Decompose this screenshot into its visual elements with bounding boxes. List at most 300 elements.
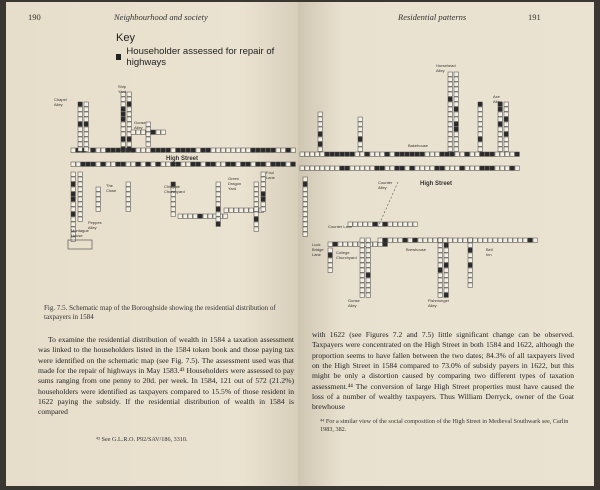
household-cell: [328, 258, 332, 262]
taxpayer-cell: [318, 132, 322, 136]
taxpayer-cell: [136, 162, 140, 166]
household-cell: [454, 77, 458, 81]
household-cell: [78, 137, 82, 141]
household-cell: [366, 268, 370, 272]
household-cell: [448, 122, 452, 126]
taxpayer-cell: [454, 127, 458, 131]
household-cell: [358, 142, 362, 146]
household-cell: [216, 202, 220, 206]
taxpayer-cell: [291, 162, 295, 166]
household-cell: [360, 243, 364, 247]
taxpayer-cell: [151, 148, 155, 152]
household-cell: [201, 162, 205, 166]
household-cell: [84, 137, 88, 141]
taxpayer-cell: [366, 273, 370, 277]
household-cell: [96, 192, 100, 196]
household-cell: [171, 212, 175, 216]
household-cell: [310, 152, 314, 156]
household-cell: [335, 166, 339, 170]
household-cell: [454, 142, 458, 146]
taxpayer-cell: [186, 148, 190, 152]
household-cell: [188, 214, 192, 218]
household-cell: [454, 137, 458, 141]
taxpayer-cell: [266, 148, 270, 152]
household-cell: [126, 197, 130, 201]
taxpayer-cell: [286, 148, 290, 152]
household-cell: [121, 122, 125, 126]
household-cell: [84, 112, 88, 116]
household-cell: [325, 166, 329, 170]
household-cell: [508, 238, 512, 242]
household-cell: [468, 238, 472, 242]
household-cell: [78, 112, 82, 116]
household-cell: [418, 238, 422, 242]
taxpayer-cell: [176, 148, 180, 152]
household-cell: [423, 238, 427, 242]
household-cell: [127, 127, 131, 131]
household-cell: [475, 152, 479, 156]
household-cell: [365, 166, 369, 170]
household-cell: [261, 177, 265, 181]
household-cell: [318, 137, 322, 141]
taxpayer-cell: [403, 238, 407, 242]
taxpayer-cell: [71, 192, 75, 196]
household-cell: [473, 238, 477, 242]
household-cell: [475, 166, 479, 170]
household-cell: [310, 166, 314, 170]
household-cell: [303, 197, 307, 201]
taxpayer-cell: [340, 166, 344, 170]
map-label: Alley: [54, 102, 63, 107]
map-label: Alley: [88, 225, 97, 230]
household-cell: [454, 112, 458, 116]
household-cell: [171, 207, 175, 211]
taxpayer-cell: [121, 147, 125, 151]
taxpayer-cell: [318, 142, 322, 146]
household-cell: [71, 148, 75, 152]
taxpayer-cell: [454, 107, 458, 111]
household-cell: [127, 97, 131, 101]
household-cell: [498, 238, 502, 242]
household-cell: [438, 258, 442, 262]
household-cell: [136, 148, 140, 152]
taxpayer-cell: [335, 152, 339, 156]
taxpayer-cell: [490, 166, 494, 170]
household-cell: [375, 152, 379, 156]
taxpayer-cell: [460, 166, 464, 170]
taxpayer-cell: [400, 166, 404, 170]
taxpayer-cell: [231, 162, 235, 166]
household-cell: [171, 148, 175, 152]
household-cell: [465, 166, 469, 170]
taxpayer-cell: [156, 162, 160, 166]
household-cell: [398, 222, 402, 226]
household-cell: [84, 117, 88, 121]
taxpayer-cell: [131, 148, 135, 152]
household-cell: [360, 268, 364, 272]
household-cell: [448, 147, 452, 151]
taxpayer-cell: [271, 162, 275, 166]
household-cell: [448, 132, 452, 136]
household-cell: [498, 147, 502, 151]
household-cell: [468, 253, 472, 257]
household-cell: [231, 148, 235, 152]
household-cell: [495, 166, 499, 170]
household-cell: [126, 162, 130, 166]
household-cell: [388, 222, 392, 226]
household-cell: [224, 208, 228, 212]
household-cell: [96, 202, 100, 206]
household-cell: [454, 132, 458, 136]
taxpayer-cell: [444, 263, 448, 267]
household-cell: [470, 152, 474, 156]
household-cell: [366, 248, 370, 252]
household-cell: [498, 132, 502, 136]
figure-caption: Fig. 7.5. Schematic map of the Boroughside showing the residential distribution of taxpayers in 1584: [44, 304, 276, 322]
household-cell: [96, 162, 100, 166]
household-cell: [358, 222, 362, 226]
household-cell: [454, 87, 458, 91]
household-cell: [254, 182, 258, 186]
household-cell: [84, 127, 88, 131]
body-text-left: [38, 335, 294, 418]
taxpayer-cell: [181, 148, 185, 152]
taxpayer-cell: [440, 152, 444, 156]
taxpayer-cell: [480, 152, 484, 156]
household-cell: [171, 197, 175, 201]
taxpayer-cell: [171, 162, 175, 166]
household-cell: [318, 117, 322, 121]
taxpayer-cell: [176, 162, 180, 166]
household-cell: [251, 162, 255, 166]
household-cell: [131, 162, 135, 166]
household-cell: [208, 214, 212, 218]
taxpayer-cell: [350, 152, 354, 156]
household-cell: [363, 222, 367, 226]
household-cell: [454, 97, 458, 101]
taxpayer-cell: [71, 182, 75, 186]
household-cell: [470, 166, 474, 170]
taxpayer-cell: [261, 162, 265, 166]
household-cell: [488, 238, 492, 242]
taxpayer-cell: [71, 197, 75, 201]
taxpayer-cell: [166, 148, 170, 152]
household-cell: [393, 238, 397, 242]
household-cell: [498, 137, 502, 141]
household-cell: [84, 102, 88, 106]
map-label: Lane: [312, 252, 321, 257]
open-book: [6, 2, 594, 486]
taxpayer-cell: [413, 238, 417, 242]
household-cell: [360, 263, 364, 267]
taxpayer-cell: [528, 238, 532, 242]
household-cell: [71, 172, 75, 176]
household-cell: [360, 293, 364, 297]
household-cell: [478, 107, 482, 111]
household-cell: [366, 283, 370, 287]
household-cell: [71, 207, 75, 211]
household-cell: [448, 87, 452, 91]
map-label: College: [336, 250, 350, 255]
household-cell: [415, 166, 419, 170]
household-cell: [261, 172, 265, 176]
household-cell: [78, 172, 82, 176]
household-cell: [127, 112, 131, 116]
household-cell: [388, 238, 392, 242]
taxpayer-cell: [405, 152, 409, 156]
household-cell: [127, 132, 131, 136]
household-cell: [318, 122, 322, 126]
household-cell: [141, 148, 145, 152]
household-cell: [498, 127, 502, 131]
taxpayer-cell: [340, 152, 344, 156]
household-cell: [216, 162, 220, 166]
household-cell: [320, 152, 324, 156]
household-cell: [303, 217, 307, 221]
household-cell: [450, 166, 454, 170]
map-label: Counter: [378, 180, 393, 185]
household-cell: [71, 217, 75, 221]
household-cell: [254, 192, 258, 196]
household-cell: [448, 77, 452, 81]
map-label: Alley: [428, 303, 437, 308]
household-cell: [366, 263, 370, 267]
household-cell: [468, 273, 472, 277]
household-cell: [178, 214, 182, 218]
household-cell: [513, 238, 517, 242]
household-cell: [84, 132, 88, 136]
taxpayer-cell: [206, 162, 210, 166]
footnote-left: ⁴³ See G.L.R.O. P92/SAV/186, 3310.: [96, 436, 188, 443]
key-item-label: Householder assessed for repair of highways: [126, 46, 275, 68]
paragraph: with 1622 (see Figures 7.2 and 7.5) little significant change can be observed. Taxpayers were concentrated on the High Street in both 1584 and 1622, although the proportion seems to have fallen between the two dates; 84.3% of all taxpayers lived on the High Street in 1584 compared to 73.0% of subsidy payers in 1622, but this might be only a distortion caused by comparing two different types of taxation assessment.⁴⁴ The conversion of large High Street properties must have caused the loss of a number of wealthy taxpayers. Thus William Derryck, owner of the Goat brewhouse: [312, 330, 574, 412]
household-cell: [448, 142, 452, 146]
map-label: Fishmonger: [428, 298, 450, 303]
taxpayer-cell: [504, 132, 508, 136]
map-label: Yard: [228, 186, 237, 191]
household-cell: [300, 166, 304, 170]
household-cell: [281, 148, 285, 152]
household-cell: [444, 283, 448, 287]
taxpayer-cell: [201, 148, 205, 152]
taxpayer-cell: [480, 166, 484, 170]
household-cell: [448, 238, 452, 242]
household-cell: [454, 102, 458, 106]
household-cell: [146, 127, 150, 131]
household-cell: [444, 258, 448, 262]
taxpayer-cell: [101, 162, 105, 166]
map-label: Alley: [493, 99, 502, 104]
household-cell: [478, 117, 482, 121]
household-cell: [348, 242, 352, 246]
left-page: [6, 2, 298, 486]
household-cell: [338, 242, 342, 246]
taxpayer-cell: [216, 222, 220, 226]
taxpayer-cell: [375, 166, 379, 170]
household-cell: [358, 132, 362, 136]
household-cell: [244, 208, 248, 212]
household-cell: [360, 253, 364, 257]
household-cell: [303, 232, 307, 236]
taxpayer-cell: [420, 152, 424, 156]
household-cell: [101, 148, 105, 152]
household-cell: [216, 148, 220, 152]
household-cell: [78, 107, 82, 111]
household-cell: [493, 238, 497, 242]
household-cell: [291, 148, 295, 152]
taxpayer-cell: [383, 242, 387, 246]
taxpayer-cell: [385, 152, 389, 156]
taxpayer-cell: [121, 107, 125, 111]
household-cell: [84, 142, 88, 146]
taxpayer-cell: [465, 152, 469, 156]
household-cell: [303, 192, 307, 196]
map-label: Alley: [436, 68, 445, 73]
map-label: Montague: [71, 228, 89, 233]
household-cell: [236, 162, 240, 166]
map-label: Goose: [134, 120, 146, 125]
household-cell: [261, 182, 265, 186]
map-label: Chingate: [164, 184, 181, 189]
household-cell: [478, 112, 482, 116]
map-label: Foul: [266, 170, 274, 175]
household-cell: [435, 152, 439, 156]
taxpayer-cell: [345, 166, 349, 170]
household-cell: [366, 293, 370, 297]
taxpayer-cell: [444, 243, 448, 247]
taxpayer-cell: [261, 192, 265, 196]
household-cell: [303, 177, 307, 181]
household-cell: [505, 166, 509, 170]
household-cell: [136, 130, 140, 134]
household-cell: [468, 243, 472, 247]
taxpayer-cell: [127, 137, 131, 141]
household-cell: [216, 192, 220, 196]
household-cell: [216, 217, 220, 221]
household-cell: [463, 238, 467, 242]
taxpayer-cell: [440, 166, 444, 170]
household-cell: [358, 147, 362, 151]
map-label: Lane: [266, 175, 275, 180]
household-cell: [303, 187, 307, 191]
household-cell: [71, 187, 75, 191]
household-cell: [84, 147, 88, 151]
household-cell: [468, 268, 472, 272]
household-cell: [366, 243, 370, 247]
household-cell: [438, 288, 442, 292]
taxpayer-cell: [246, 162, 250, 166]
household-cell: [510, 152, 514, 156]
taxpayer-cell: [395, 152, 399, 156]
household-cell: [78, 192, 82, 196]
body-text-right: [312, 330, 574, 413]
taxpayer-cell: [111, 148, 115, 152]
household-cell: [328, 268, 332, 272]
household-cell: [254, 187, 258, 191]
household-cell: [368, 222, 372, 226]
household-cell: [350, 166, 354, 170]
household-cell: [353, 242, 357, 246]
household-cell: [380, 152, 384, 156]
household-cell: [366, 253, 370, 257]
household-cell: [360, 288, 364, 292]
household-cell: [78, 132, 82, 136]
household-cell: [468, 258, 472, 262]
household-cell: [330, 166, 334, 170]
household-cell: [246, 148, 250, 152]
household-cell: [96, 148, 100, 152]
household-cell: [438, 293, 442, 297]
household-cell: [303, 202, 307, 206]
household-cell: [196, 148, 200, 152]
taxpayer-cell: [146, 162, 150, 166]
household-cell: [71, 177, 75, 181]
household-cell: [504, 137, 508, 141]
taxpayer-cell: [254, 217, 258, 221]
map-label: Brewhouse: [406, 247, 427, 252]
household-cell: [523, 238, 527, 242]
household-cell: [454, 147, 458, 151]
household-cell: [533, 238, 537, 242]
household-cell: [111, 162, 115, 166]
household-cell: [229, 208, 233, 212]
household-cell: [454, 82, 458, 86]
household-cell: [448, 137, 452, 141]
household-cell: [498, 117, 502, 121]
household-cell: [146, 137, 150, 141]
household-cell: [127, 107, 131, 111]
household-cell: [448, 82, 452, 86]
household-cell: [448, 112, 452, 116]
taxpayer-cell: [251, 148, 255, 152]
household-cell: [318, 127, 322, 131]
household-cell: [504, 107, 508, 111]
household-cell: [444, 268, 448, 272]
taxpayer-cell: [478, 102, 482, 106]
household-cell: [370, 166, 374, 170]
household-cell: [121, 102, 125, 106]
household-cell: [460, 152, 464, 156]
household-cell: [498, 112, 502, 116]
taxpayer-cell: [395, 166, 399, 170]
map-label: Ship: [118, 84, 127, 89]
household-cell: [151, 162, 155, 166]
household-cell: [454, 92, 458, 96]
taxpayer-cell: [121, 112, 125, 116]
household-cell: [370, 152, 374, 156]
household-cell: [353, 222, 357, 226]
household-cell: [500, 152, 504, 156]
taxpayer-cell: [226, 162, 230, 166]
taxpayer-cell: [504, 117, 508, 121]
taxpayer-cell: [485, 166, 489, 170]
household-cell: [261, 187, 265, 191]
household-cell: [448, 92, 452, 96]
household-cell: [468, 278, 472, 282]
household-cell: [78, 202, 82, 206]
taxpayer-cell: [116, 162, 120, 166]
household-cell: [355, 152, 359, 156]
household-cell: [78, 197, 82, 201]
taxpayer-cell: [271, 148, 275, 152]
household-cell: [378, 238, 382, 242]
taxpayer-cell: [261, 197, 265, 201]
household-cell: [303, 207, 307, 211]
taxpayer-cell: [86, 162, 90, 166]
taxpayer-cell: [445, 152, 449, 156]
taxpayer-cell: [330, 152, 334, 156]
map-label: Horsehead: [436, 63, 456, 68]
